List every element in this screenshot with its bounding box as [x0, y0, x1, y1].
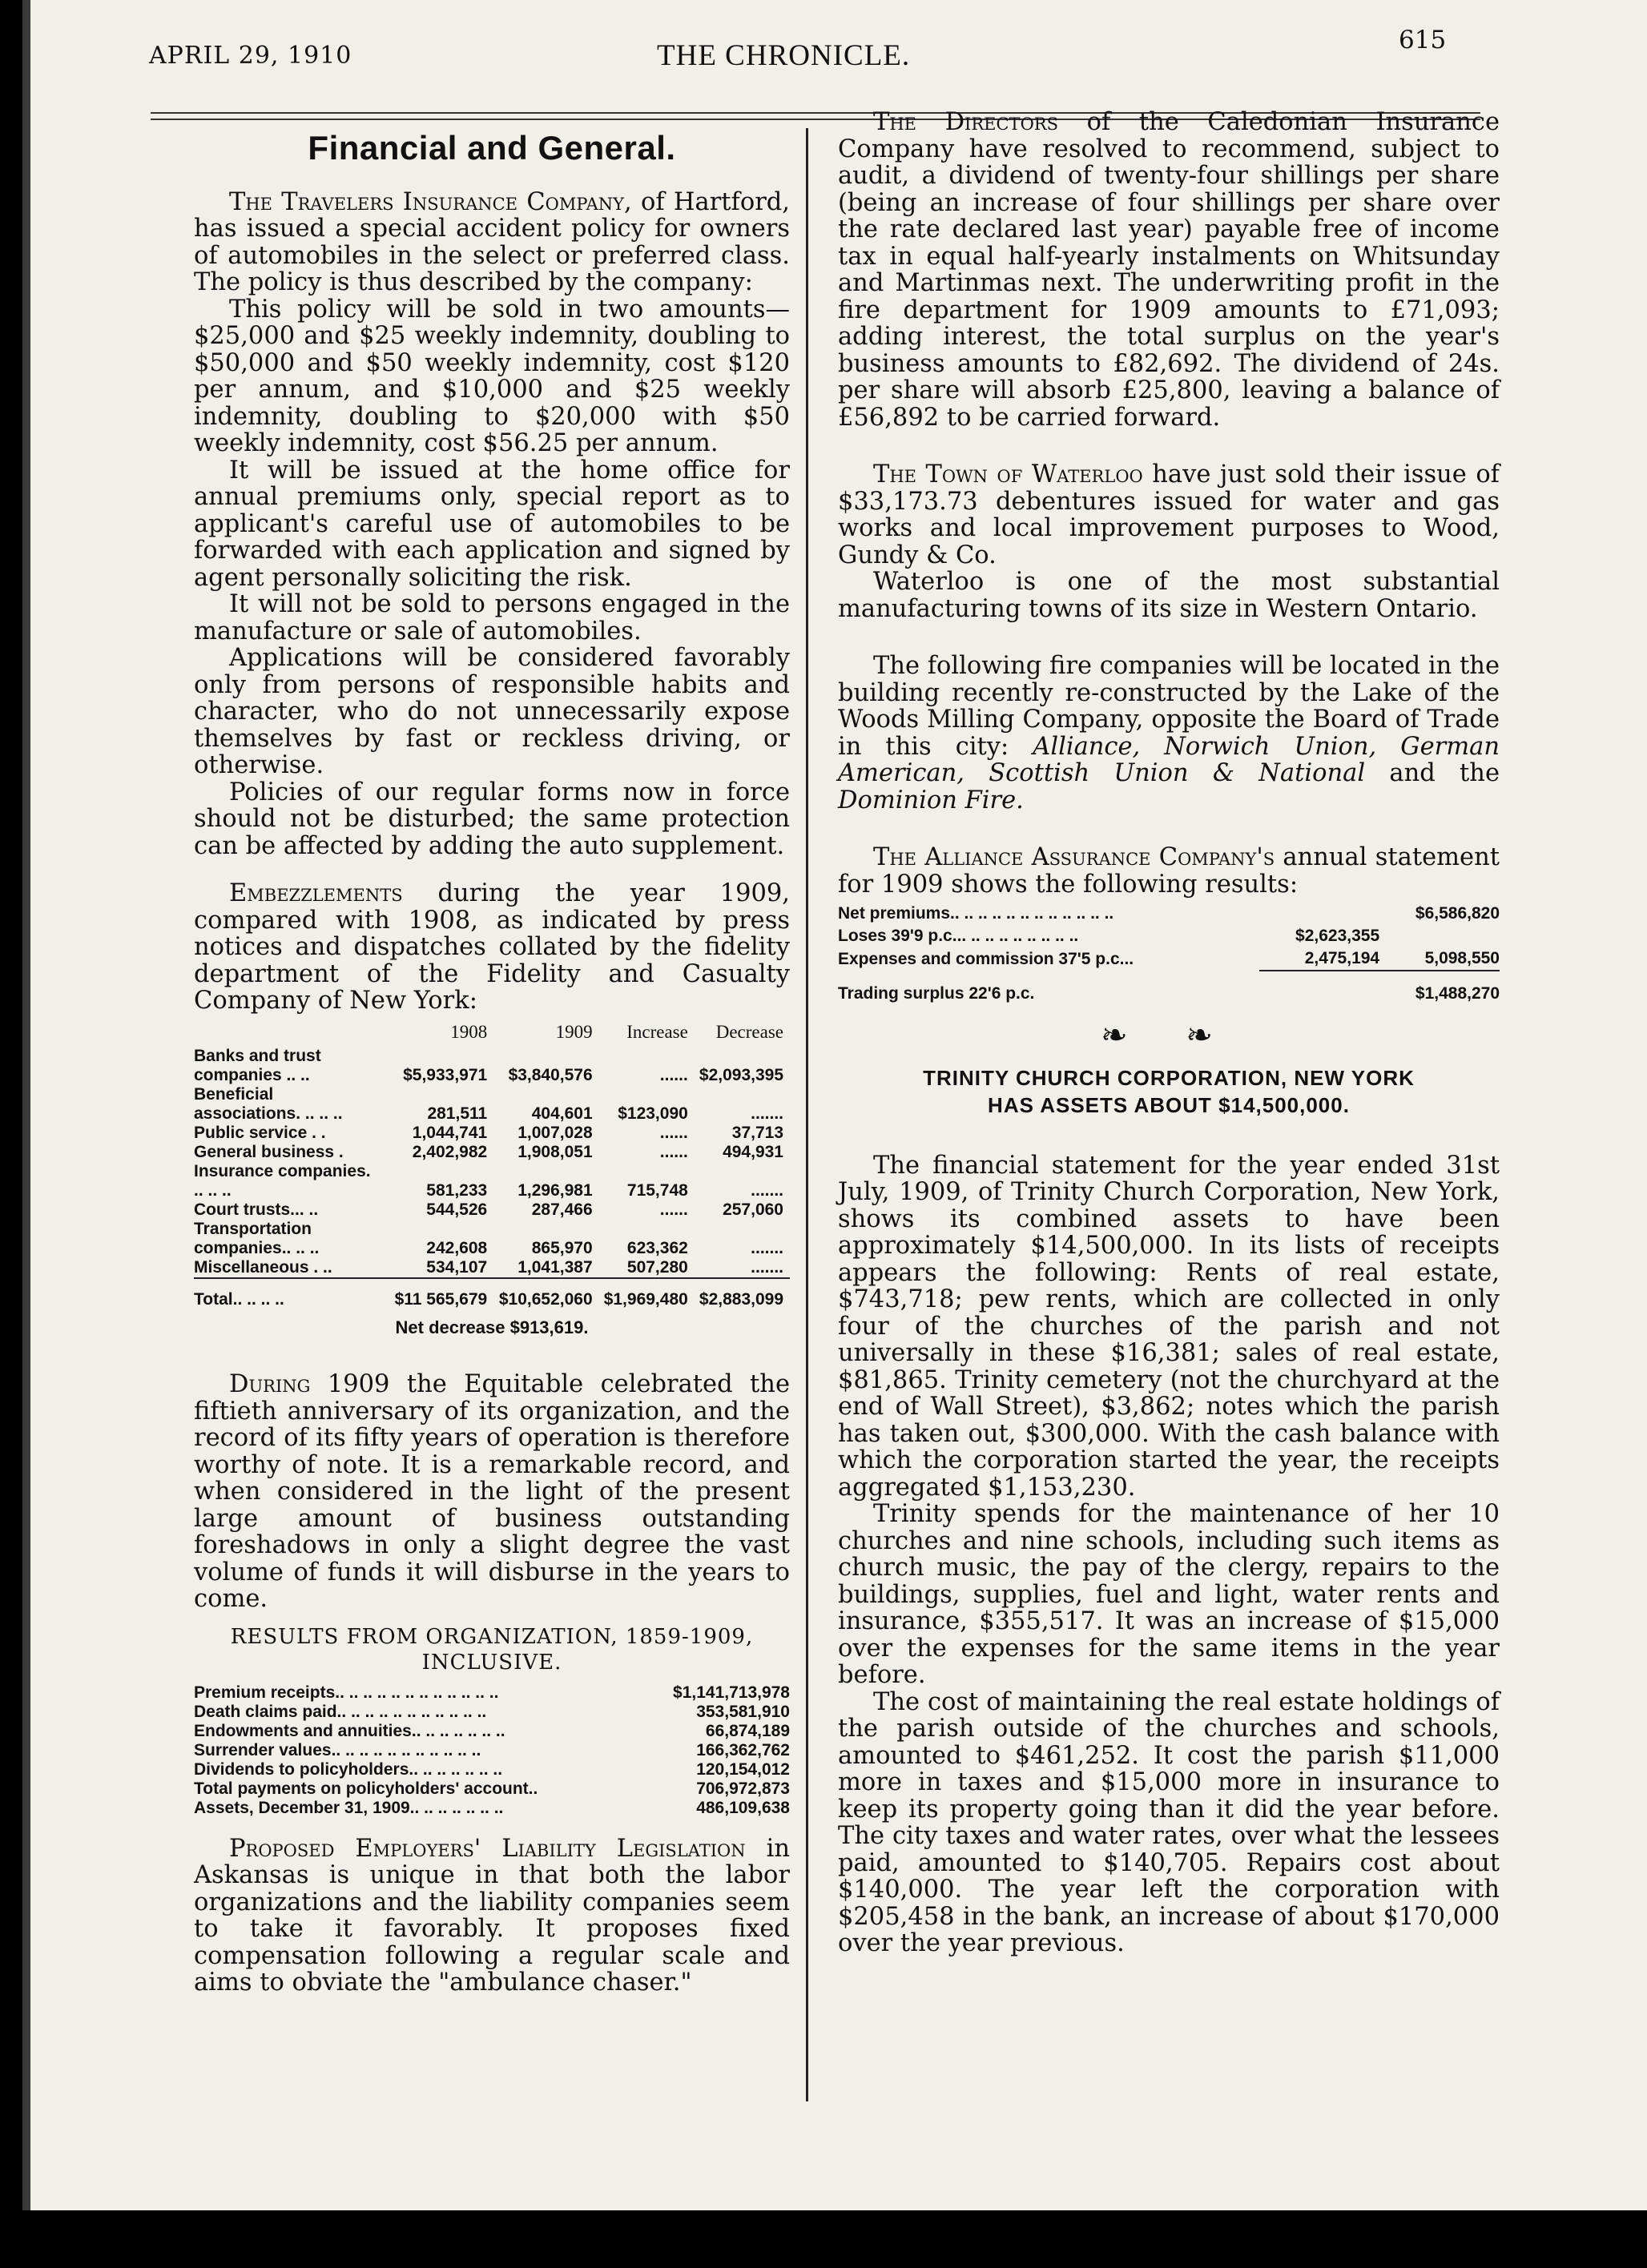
table-cell: 1,296,981 — [517, 1180, 593, 1200]
row-label: Surrender values.. .. .. .. .. .. .. .. .. .. .. — [194, 1740, 481, 1759]
embezzlements-body — [194, 1047, 790, 1309]
right-column — [838, 109, 1500, 1957]
row-label: Miscellaneous . .. — [194, 1257, 332, 1277]
embezzlements-header-row — [194, 1023, 790, 1047]
table-cell: $1,488,270 — [1415, 984, 1500, 1003]
trinity-title — [838, 1064, 1500, 1119]
table-cell: $1,969,480 — [599, 1278, 695, 1309]
alliance-lead: The Alliance Assurance Company's — [873, 843, 1275, 871]
table-cell: 287,466 — [531, 1200, 593, 1219]
liability-paragraph — [194, 1836, 790, 1997]
table-row — [194, 1799, 790, 1818]
liability-text: in Askansas is unique in that both the labor organizations and the liability companies seem to take it favorably. It proposes fixed compensation following a regular scale and aims to obviate the "ambulance chaser." — [194, 1834, 791, 1997]
table-cell: 1,007,028 — [517, 1123, 593, 1142]
table-cell: ....... — [751, 1180, 783, 1200]
table-row — [194, 1741, 790, 1760]
embezzlements-text: during the year 1909, compared with 1908, as indicated by press notices and dispatches collated by the fidelity department of the Fidelity and Casualty Company of New York: — [194, 879, 790, 1015]
row-label: Death claims paid.. .. .. .. .. .. .. .. .. .. .. — [194, 1702, 487, 1721]
table-cell: 865,970 — [531, 1238, 593, 1257]
section-title: Financial and General. — [308, 129, 676, 167]
table-cell: ....... — [751, 1257, 783, 1277]
travelers-paragraph-4: It will not be sold to persons engaged in the manufacture or sale of automobiles. — [194, 590, 790, 645]
table-cell: ...... — [659, 1123, 688, 1142]
row-label: Court trusts... .. — [194, 1200, 319, 1219]
table-cell: 353,581,910 — [696, 1702, 790, 1721]
embezzlements-lead: Embezzlements — [229, 879, 403, 907]
table-row — [194, 1760, 790, 1779]
table-cell — [1259, 903, 1379, 925]
table-cell: 623,362 — [626, 1238, 688, 1257]
table-cell: $2,623,355 — [1295, 927, 1380, 945]
travelers-paragraph-3: It will be issued at the home office for annual premiums only, special report as to applicant's careful use of automobiles to be forwarded with each application and signed by agent personally soliciting the risk. — [194, 456, 790, 592]
table-cell: 2,475,194 — [1259, 947, 1379, 971]
travelers-paragraph-2: This policy will be sold in two amounts—$25,000 and $25 weekly indemnity, doubling to $50,000 and $50 weekly indemnity, cost $120 per annum, and $10,000 and $25 weekly indemnity, doubling to $20,000 with $50 weekly indemnity, cost $56.25 per annum. — [194, 295, 790, 457]
row-label: Total payments on policyholders' account.. — [194, 1779, 538, 1798]
page-number: 615 — [1399, 26, 1447, 54]
ornament-flourish: ❧ ❧ — [1101, 1017, 1237, 1054]
table-cell: $2,883,099 — [695, 1278, 790, 1309]
scan-border — [0, 2210, 1647, 2268]
table-row — [194, 1085, 790, 1124]
results-title-line1: RESULTS FROM ORGANIZATION, 1859-1909, — [230, 1624, 754, 1649]
table-cell: $10,652,060 — [493, 1278, 598, 1309]
table-cell: $1,141,713,978 — [673, 1683, 790, 1702]
table-cell: 1,044,741 — [412, 1123, 488, 1142]
table-cell: $6,586,820 — [1415, 904, 1500, 923]
waterloo-text: have just sold their issue of $33,173.73 debentures issued for water and gas works and local improvement purposes to Wood, Gundy & Co. — [838, 460, 1500, 569]
table-row — [194, 1162, 790, 1200]
alliance-text: annual statement for 1909 shows the following results: — [838, 843, 1500, 899]
table-cell: 486,109,638 — [696, 1798, 790, 1817]
table-cell: 1,041,387 — [517, 1257, 593, 1277]
table-cell: 66,874,189 — [705, 1721, 790, 1740]
row-label: Transportation companies.. .. .. — [194, 1219, 320, 1257]
results-body — [194, 1683, 790, 1818]
table-cell: 706,972,873 — [696, 1779, 790, 1798]
table-cell: 37,713 — [731, 1123, 783, 1142]
travelers-paragraph-6: Policies of our regular forms now in force should not be disturbed; the same protection can be affected by adding the auto supplement. — [194, 778, 790, 860]
table-row — [194, 1722, 790, 1741]
row-label: Net premiums.. .. .. .. .. .. .. .. .. .. .. .. — [838, 904, 1114, 923]
table-row — [194, 1200, 790, 1220]
table-row — [838, 947, 1500, 971]
row-label: General business . — [194, 1142, 344, 1161]
embezzlements-table — [194, 1023, 790, 1309]
equitable-lead: During — [229, 1370, 311, 1398]
table-cell: 166,362,762 — [696, 1740, 790, 1759]
table-cell: ...... — [659, 1065, 688, 1084]
table-cell: $5,933,971 — [403, 1065, 488, 1084]
table-row — [194, 1779, 790, 1799]
alliance-table — [838, 903, 1500, 1005]
surplus-row — [838, 971, 1500, 1005]
equitable-text: 1909 the Equitable celebrated the fiftieth anniversary of its organization, and the record of its fifty years of operation is therefore worthy of note. It is a remarkable record, and when considered in the light of the present large amount of business outstanding foreshadows in only a slight degree the vast volume of funds it will disburse in the years to come. — [194, 1370, 790, 1613]
alliance-paragraph — [838, 844, 1500, 898]
fire-companies-paragraph — [838, 653, 1500, 814]
column-divider — [806, 128, 808, 2101]
column-header — [194, 1023, 389, 1047]
results-title-line2: INCLUSIVE. — [421, 1650, 562, 1675]
row-label: Premium receipts.. .. .. .. .. .. .. .. .. .. .. .. — [194, 1683, 499, 1702]
row-label: Total.. .. .. .. — [194, 1278, 389, 1309]
row-label: Loses 39'9 p.c... .. .. .. .. .. .. .. .. — [838, 927, 1079, 945]
table-cell: 2,402,982 — [412, 1142, 488, 1161]
equitable-paragraph — [194, 1371, 790, 1613]
row-label: Assets, December 31, 1909.. .. .. .. .. .. .. — [194, 1798, 504, 1817]
table-row — [194, 1683, 790, 1703]
caledonian-text: of the Caledonian Insurance Company have resolved to recommend, subject to audit, a dividend of twenty-four shillings per share (being an increase of four shillings per share over the rate declared last year) payable free of income tax in equal half-yearly instalments on Whitsunday and Martinmas next. The underwriting profit in the fire department for 1909 amounts to £71,093; adding interest, the total surplus on the year's business amounts to £82,692. The dividend of 24s. per share will absorb £25,800, leaving a balance of £56,892 to be carried forward. — [838, 108, 1500, 432]
trinity-title-line2: HAS ASSETS ABOUT $14,500,000. — [988, 1092, 1350, 1117]
table-cell: 1,908,051 — [517, 1142, 593, 1161]
table-cell: $11 565,679 — [389, 1278, 493, 1309]
table-row — [194, 1047, 790, 1085]
newspaper-page — [22, 0, 1647, 2210]
left-column — [194, 129, 791, 1997]
publication-title: THE CHRONICLE. — [657, 39, 911, 72]
caledonian-lead: The Directors — [873, 108, 1058, 136]
table-cell: ....... — [751, 1104, 783, 1123]
fire-companies-and: and the — [1365, 759, 1500, 787]
table-cell — [1379, 925, 1500, 947]
table-cell: 5,098,550 — [1379, 947, 1500, 971]
table-cell: 507,280 — [626, 1257, 688, 1277]
trinity-paragraph-1: The financial statement for the year ended 31st July, 1909, of Trinity Church Corporation, New York, shows its combined assets to have been approximately $14,500,000. In its lists of receipts appears the following: Rents of real estate, $743,718; pew rents, which are collected in only four of the churches of the parish and not universally in these $16,381; sales of real estate, $81,865. Trinity cemetery (not the churchyard at the end of Wall Street), $3,862; notes which the parish has taken out, $300,000. With the cash balance with which the corporation started the year, the receipts aggregated $1,153,230. — [838, 1151, 1500, 1502]
row-label: Public service . . — [194, 1123, 326, 1142]
waterloo-paragraph-2: Waterloo is one of the most substantial manufacturing towns of its size in Western Ontario. — [838, 568, 1500, 623]
table-row — [194, 1220, 790, 1258]
table-cell: 715,748 — [626, 1180, 688, 1200]
page-binding-edge — [22, 0, 30, 2210]
row-label: Beneficial associations. .. .. .. — [194, 1084, 343, 1123]
alliance-body — [838, 903, 1500, 1005]
table-cell: 281,511 — [427, 1104, 488, 1123]
table-cell: 404,601 — [531, 1104, 593, 1123]
dominion-fire: Dominion Fire. — [838, 786, 1024, 814]
waterloo-lead: The Town of Waterloo — [873, 460, 1143, 489]
column-header: Increase — [626, 1021, 688, 1042]
table-row — [194, 1703, 790, 1722]
liability-lead: Proposed Employers' Liability Legislation — [229, 1834, 746, 1863]
results-title — [194, 1624, 790, 1675]
travelers-paragraph — [194, 189, 790, 296]
row-label: Insurance companies. .. .. .. — [194, 1161, 371, 1200]
table-cell: ...... — [659, 1142, 688, 1161]
table-cell: 242,608 — [426, 1238, 488, 1257]
column-header: 1909 — [555, 1021, 593, 1042]
trinity-paragraph-2: Trinity spends for the maintenance of her 10 churches and nine schools, including such items as church music, the pay of the clergy, repairs to the buildings, supplies, fuel and light, water rents and insurance, $355,517. It was an increase of $15,000 over the expenses for the same items in the year before. — [838, 1500, 1500, 1689]
column-header: Decrease — [715, 1021, 783, 1042]
table-cell: 120,154,012 — [696, 1759, 790, 1779]
row-label: Expenses and commission 37'5 p.c... — [838, 949, 1134, 968]
fire-companies-text: The following fire companies will be located in the building recently re-constructed by the Lake of the Woods Milling Company, opposite the Board of Trade in this city: — [838, 652, 1500, 761]
table-cell: 581,233 — [426, 1180, 488, 1200]
row-label: Banks and trust companies .. .. — [194, 1046, 321, 1084]
table-row — [194, 1124, 790, 1143]
table-cell: $2,093,395 — [699, 1065, 783, 1084]
trinity-paragraph-3: The cost of maintaining the real estate holdings of the parish outside of the churches and schools, amounted to $461,252. It cost the parish $11,000 more in taxes and $15,000 more in insurance to keep its property going than it did the year before. The city taxes and water rates, over what the lessees paid, amounted to $140,705. Repairs cost about $140,000. The year left the corporation with $205,458 in the bank, an increase of about $170,000 over the year previous. — [838, 1687, 1500, 1957]
table-cell: $3,840,576 — [508, 1065, 593, 1084]
column-header: 1908 — [450, 1021, 488, 1042]
table-cell: 534,107 — [426, 1257, 488, 1277]
travelers-text: of Hartford, has issued a special accident policy for owners of automobiles in the select or preferred class. The policy is thus described by the company: — [194, 187, 790, 296]
waterloo-paragraph — [838, 461, 1500, 569]
travelers-lead: The Travelers Insurance Company, — [229, 187, 632, 216]
row-label: Dividends to policyholders.. .. .. .. .. .. .. — [194, 1759, 503, 1779]
table-row — [194, 1258, 790, 1278]
row-label: Endowments and annuities.. .. .. .. .. .. .. — [194, 1721, 505, 1740]
issue-date: APRIL 29, 1910 — [149, 42, 352, 70]
results-table — [194, 1683, 790, 1818]
row-label: Trading surplus 22'6 p.c. — [838, 984, 1035, 1003]
table-cell: ...... — [659, 1200, 688, 1219]
caledonian-paragraph — [838, 109, 1500, 431]
trinity-title-line1: TRINITY CHURCH CORPORATION, NEW YORK — [923, 1065, 1415, 1090]
total-row — [194, 1278, 790, 1309]
table-cell: 544,526 — [426, 1200, 488, 1219]
travelers-paragraph-5: Applications will be considered favorably only from persons of responsible habits and character, who do not unnecessarily expose themselves by fast or reckless driving, or otherwise. — [194, 644, 790, 779]
table-cell: $123,090 — [618, 1104, 688, 1123]
table-cell: ....... — [751, 1238, 783, 1257]
net-decrease: Net decrease $913,619. — [395, 1317, 589, 1337]
fire-companies-names: Alliance, Norwich Union, German American, Scottish Union & National — [838, 732, 1500, 787]
table-cell: 494,931 — [723, 1142, 783, 1161]
embezzlements-paragraph — [194, 880, 790, 1015]
table-cell: 257,060 — [723, 1200, 783, 1219]
table-row — [838, 903, 1500, 925]
table-row — [838, 925, 1500, 947]
table-row — [194, 1143, 790, 1162]
